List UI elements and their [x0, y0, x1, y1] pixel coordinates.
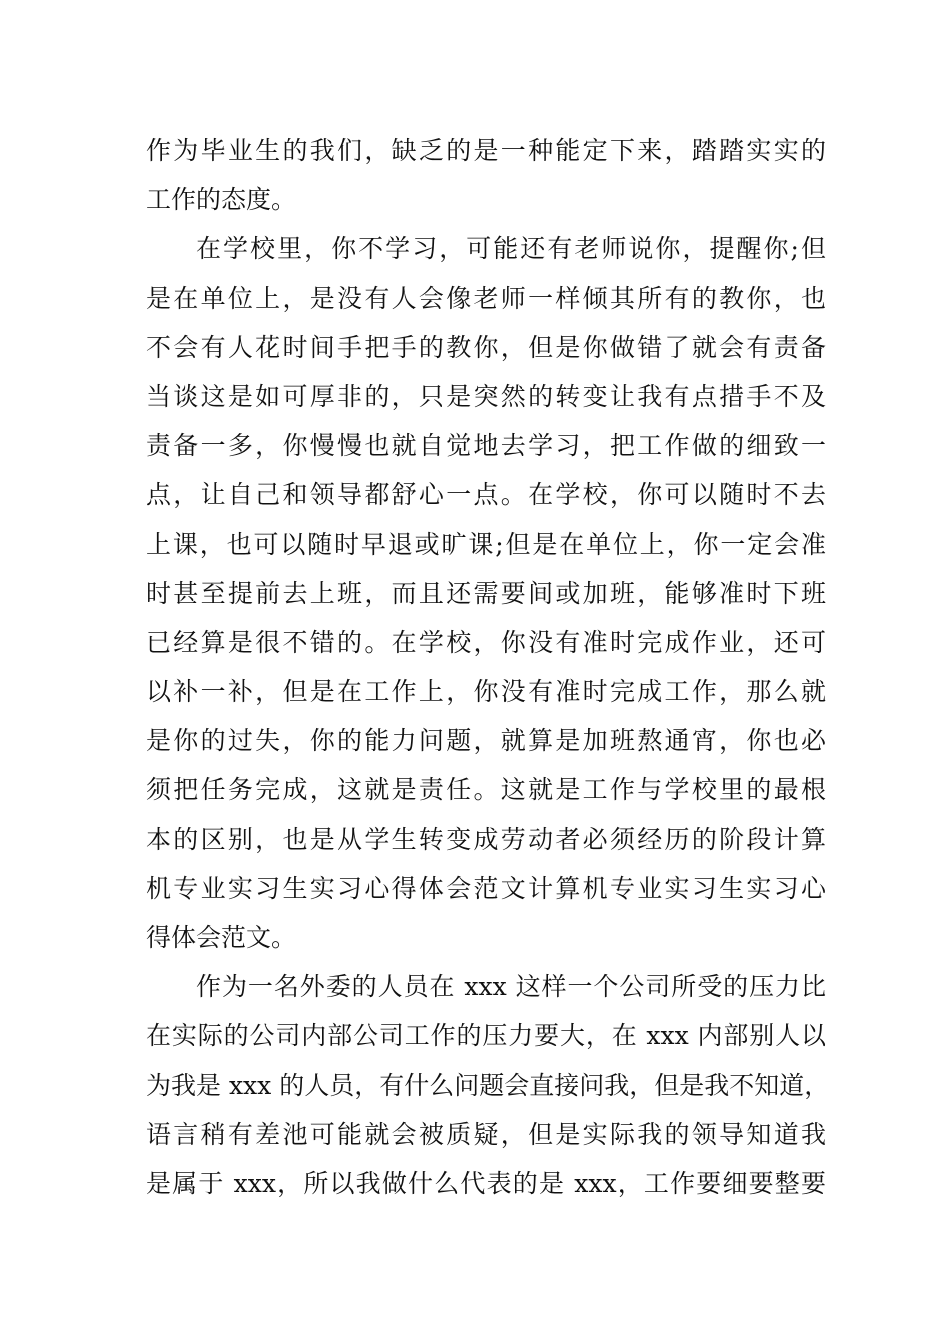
text-line: 机专业实习生实习心得体会范文计算机专业实习生实习心 [146, 873, 826, 903]
text-line: 是你的过失，你的能力问题，就算是加班熬通宵，你也必 [146, 726, 826, 756]
text-line: 语言稍有差池可能就会被质疑，但是实际我的领导知道我 [146, 1119, 826, 1149]
text-line: 在实际的公司内部公司工作的压力要大，在 xxx 内部别人以 [146, 1021, 826, 1051]
text-line: 作为一名外委的人员在 xxx 这样一个公司所受的压力比 [196, 972, 826, 1002]
text-line: 作为毕业生的我们，缺乏的是一种能定下来，踏踏实实的 [146, 136, 826, 165]
text-line: 为我是 xxx 的人员，有什么问题会直接问我，但是我不知道， [146, 1070, 830, 1100]
document-body [146, 126, 830, 1208]
paragraph [146, 224, 826, 962]
paragraph [146, 962, 830, 1208]
text-line: 须把任务完成，这就是责任。这就是工作与学校里的最根 [146, 775, 826, 805]
text-line: 不会有人花时间手把手的教你，但是你做错了就会有责备 [146, 332, 826, 362]
text-line: 以补一补，但是在工作上，你没有准时完成工作，那么就 [146, 677, 826, 707]
text-line: 本的区别，也是从学生转变成劳动者必须经历的阶段计算 [146, 824, 826, 854]
text-line: 工作的态度。 [146, 185, 297, 215]
text-line: 责备一多，你慢慢也就自觉地去学习，把工作做的细致一 [146, 431, 826, 461]
text-line: 点，让自己和领导都舒心一点。在学校，你可以随时不去 [146, 480, 826, 510]
text-line: 当谈这是如可厚非的，只是突然的转变让我有点措手不及 [146, 381, 826, 411]
text-line: 是在单位上，是没有人会像老师一样倾其所有的教你，也 [146, 283, 826, 313]
paragraph [146, 126, 826, 224]
text-line: 在学校里，你不学习，可能还有老师说你，提醒你;但 [196, 234, 826, 264]
text-line: 得体会范文。 [146, 923, 297, 952]
text-line: 时甚至提前去上班，而且还需要间或加班，能够准时下班 [146, 578, 826, 608]
text-line: 是属于 xxx，所以我做什么代表的是 xxx，工作要细要整要 [146, 1168, 826, 1198]
text-line: 已经算是很不错的。在学校，你没有准时完成作业，还可 [146, 627, 826, 657]
text-line: 上课，也可以随时早退或旷课;但是在单位上，你一定会准 [146, 529, 826, 559]
